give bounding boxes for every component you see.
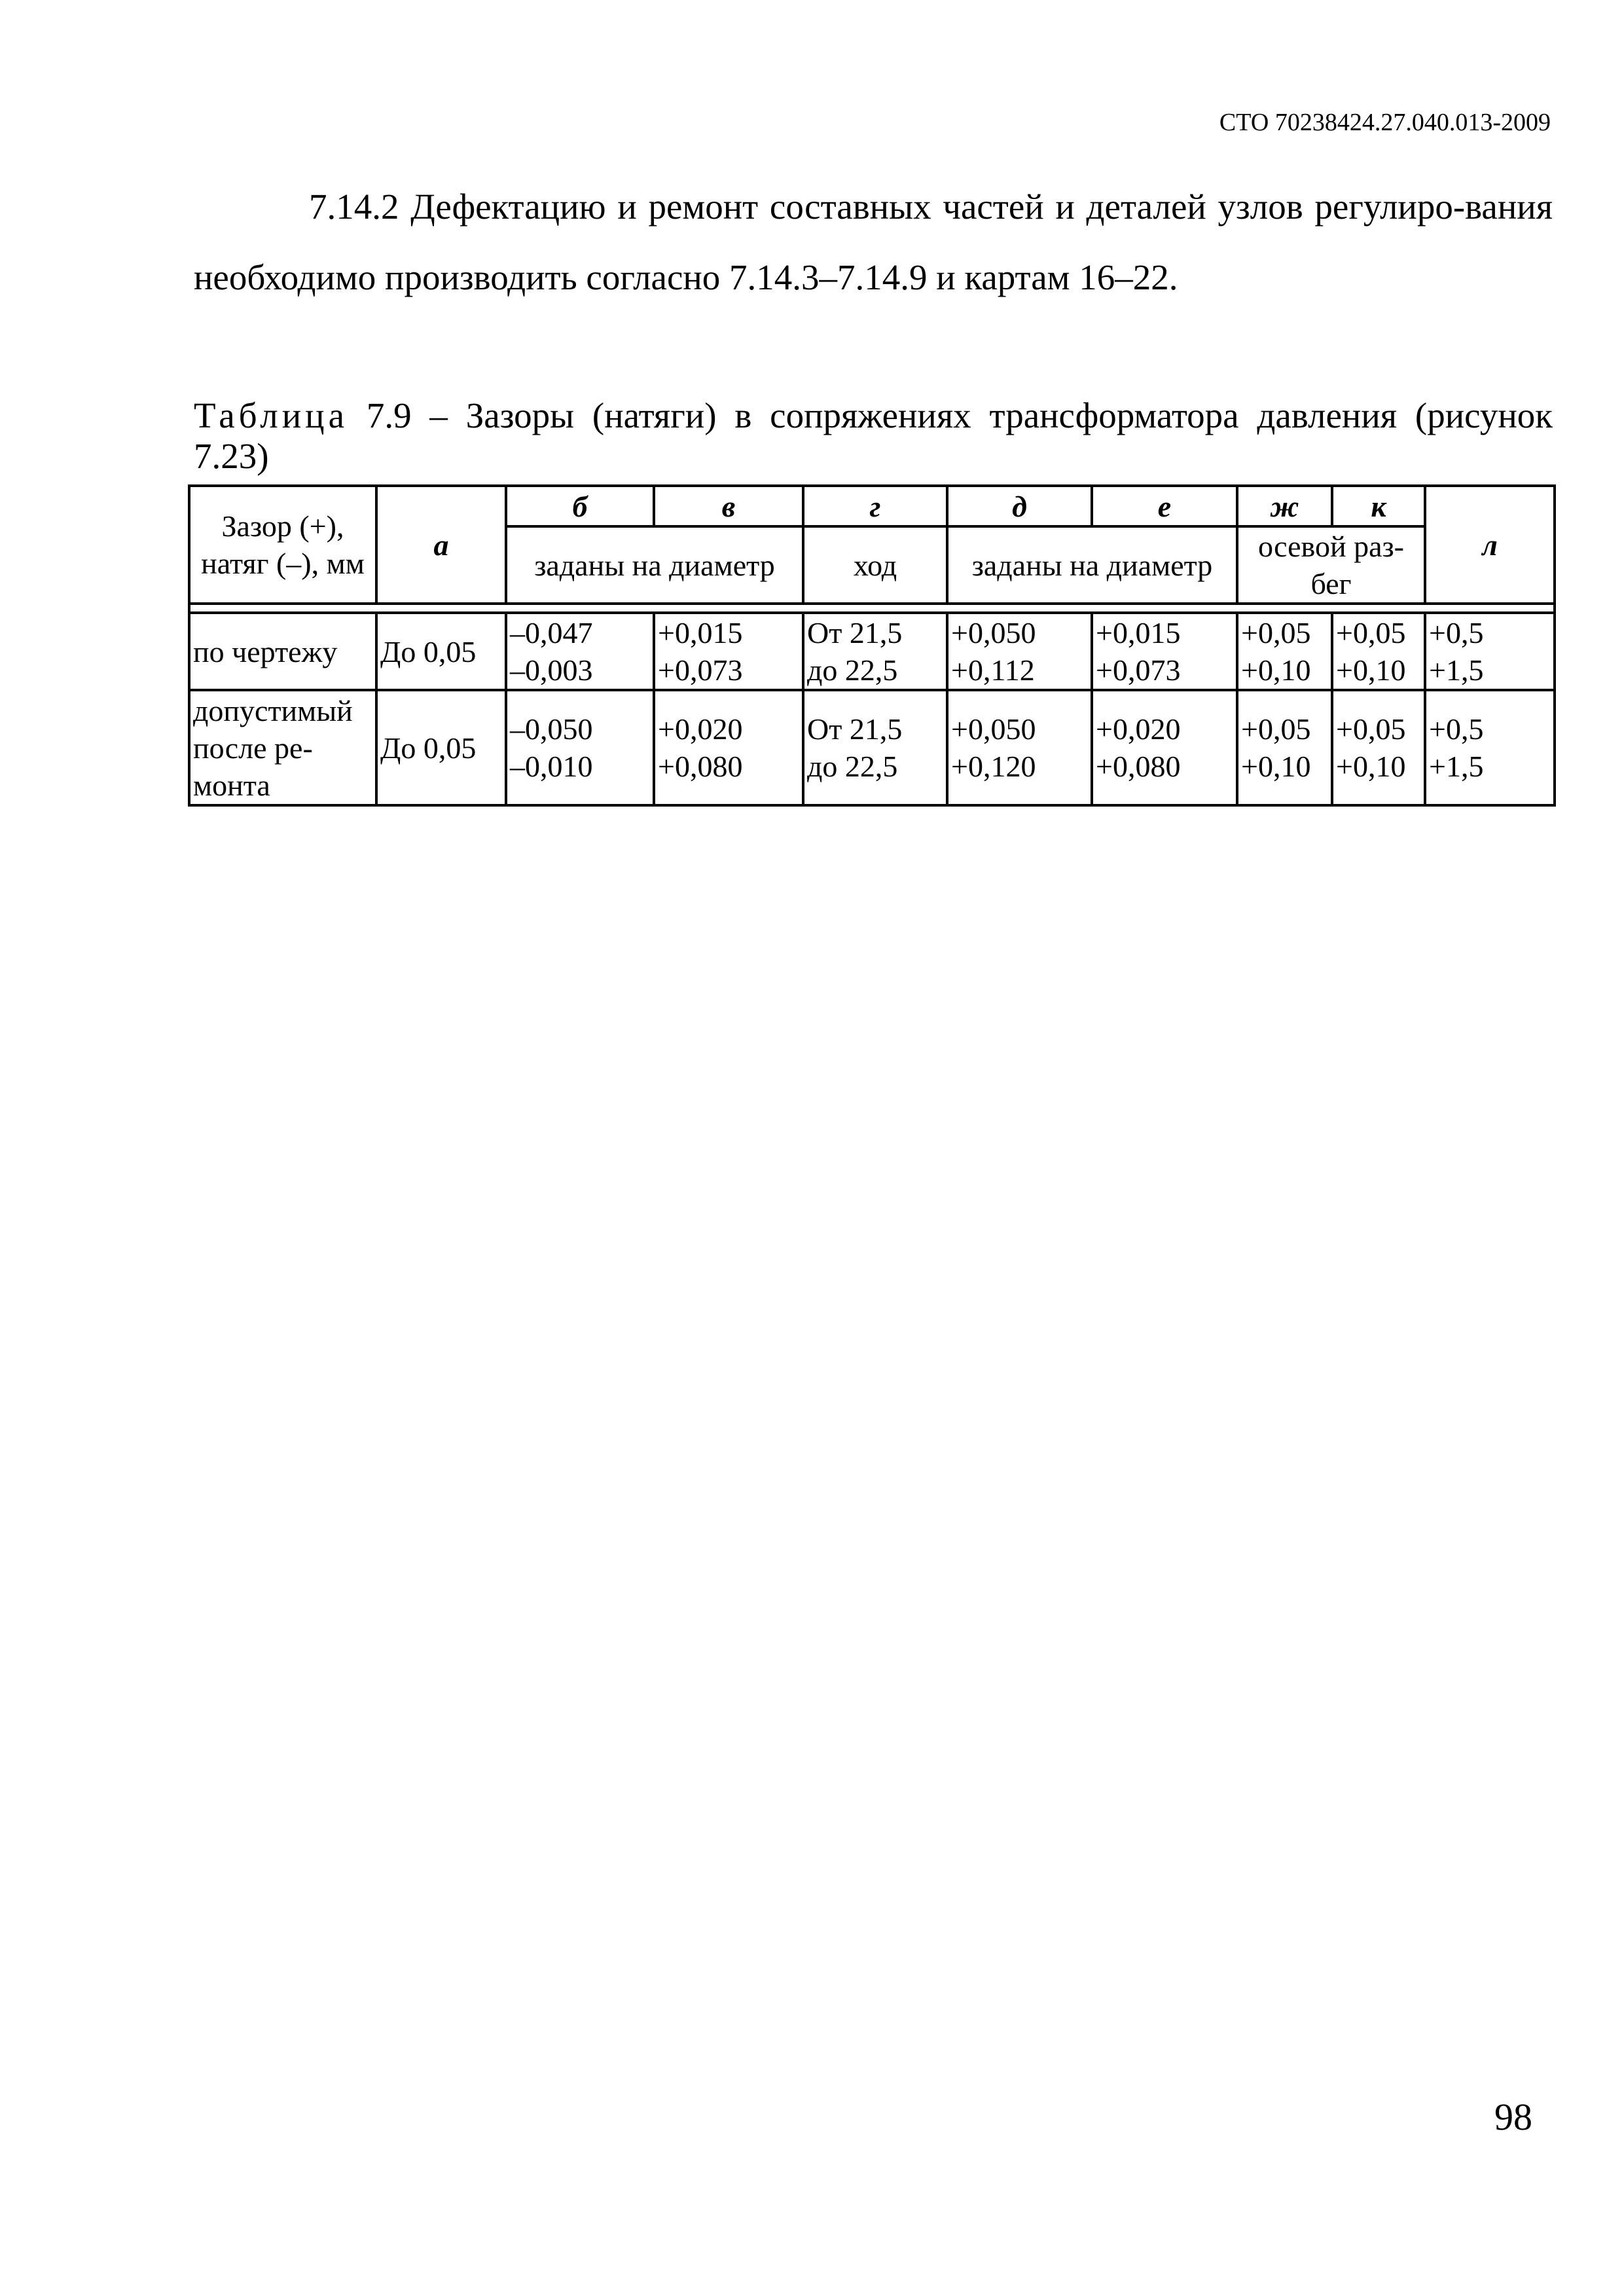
cell-l-min: +0,5 [1429, 616, 1484, 649]
cell-l-min: +0,5 [1429, 712, 1484, 746]
cell-b-max: –0,003 [510, 653, 593, 687]
cell-v-max: +0,080 [658, 750, 743, 783]
cell-k-min: +0,05 [1336, 616, 1406, 649]
cell-d [947, 690, 1092, 805]
cell-l [1425, 613, 1555, 690]
cell-e-min: +0,020 [1096, 712, 1181, 746]
cell-b-min: –0,050 [510, 712, 593, 746]
cell-g [803, 613, 947, 690]
cell-k-min: +0,05 [1336, 712, 1406, 746]
table-row [189, 690, 1555, 805]
cell-g-max: до 22,5 [807, 750, 898, 783]
row-label: допустимый после ре-монта [189, 690, 376, 805]
cell-d-max: +0,112 [951, 653, 1035, 687]
document-code: СТО 70238424.27.040.013-2009 [1219, 109, 1551, 136]
cell-b [506, 690, 654, 805]
col-header-b: б [506, 486, 654, 526]
group-diameter-2: заданы на диаметр [947, 526, 1237, 604]
page-number: 98 [1494, 2096, 1532, 2138]
cell-k-max: +0,10 [1336, 653, 1406, 687]
cell-b-min: –0,047 [510, 616, 593, 649]
cell-v-max: +0,073 [658, 653, 743, 687]
cell-g-min: От 21,5 [807, 616, 903, 649]
cell-b [506, 613, 654, 690]
cell-zh-max: +0,10 [1241, 750, 1311, 783]
col-header-k: к [1332, 486, 1425, 526]
cell-l [1425, 690, 1555, 805]
cell-e [1092, 690, 1237, 805]
cell-zh [1237, 613, 1332, 690]
table-caption [194, 395, 1553, 477]
cell-d-min: +0,050 [951, 712, 1036, 746]
col-header-e: е [1092, 486, 1237, 526]
cell-zh-min: +0,05 [1241, 616, 1311, 649]
group-diameter-1: заданы на диаметр [506, 526, 803, 604]
cell-k [1332, 690, 1425, 805]
cell-e-max: +0,080 [1096, 750, 1181, 783]
cell-g-max: до 22,5 [807, 653, 898, 687]
row-label: по чертежу [189, 613, 376, 690]
table-row [189, 613, 1555, 690]
corner-header: Зазор (+), натяг (–), мм [189, 486, 376, 604]
group-stroke: ход [803, 526, 947, 604]
cell-v [654, 613, 803, 690]
header-separator [189, 604, 1555, 613]
cell-g-min: От 21,5 [807, 712, 903, 746]
cell-v [654, 690, 803, 805]
cell-l-max: +1,5 [1429, 750, 1484, 783]
cell-zh-max: +0,10 [1241, 653, 1311, 687]
col-header-g: г [803, 486, 947, 526]
caption-text: 7.9 – Зазоры (натяги) в сопряжениях трансформатора давления (рисунок 7.23) [194, 395, 1553, 476]
cell-k-max: +0,10 [1336, 750, 1406, 783]
col-header-l: л [1425, 486, 1555, 604]
caption-lead: Таблица [194, 395, 348, 435]
cell-e-min: +0,015 [1096, 616, 1181, 649]
cell-l-max: +1,5 [1429, 653, 1484, 687]
cell-a: До 0,05 [376, 613, 506, 690]
cell-v-min: +0,015 [658, 616, 743, 649]
section-paragraph: 7.14.2 Дефектацию и ремонт составных частей и деталей узлов регулиро-вания необходимо производить согласно 7.14.3–7.14.9 и картам 16–22. [194, 187, 1553, 297]
col-header-d: д [947, 486, 1092, 526]
col-header-zh: ж [1237, 486, 1332, 526]
cell-d [947, 613, 1092, 690]
cell-zh [1237, 690, 1332, 805]
cell-g [803, 690, 947, 805]
cell-k [1332, 613, 1425, 690]
cell-d-max: +0,120 [951, 750, 1036, 783]
cell-v-min: +0,020 [658, 712, 743, 746]
cell-e-max: +0,073 [1096, 653, 1181, 687]
col-header-a: а [376, 486, 506, 604]
cell-d-min: +0,050 [951, 616, 1036, 649]
clearance-table [188, 484, 1556, 807]
cell-e [1092, 613, 1237, 690]
cell-b-max: –0,010 [510, 750, 593, 783]
header-letter-row [189, 486, 1555, 526]
group-axial-play: осевой раз-бег [1237, 526, 1425, 604]
col-header-v: в [654, 486, 803, 526]
cell-a: До 0,05 [376, 690, 506, 805]
cell-zh-min: +0,05 [1241, 712, 1311, 746]
